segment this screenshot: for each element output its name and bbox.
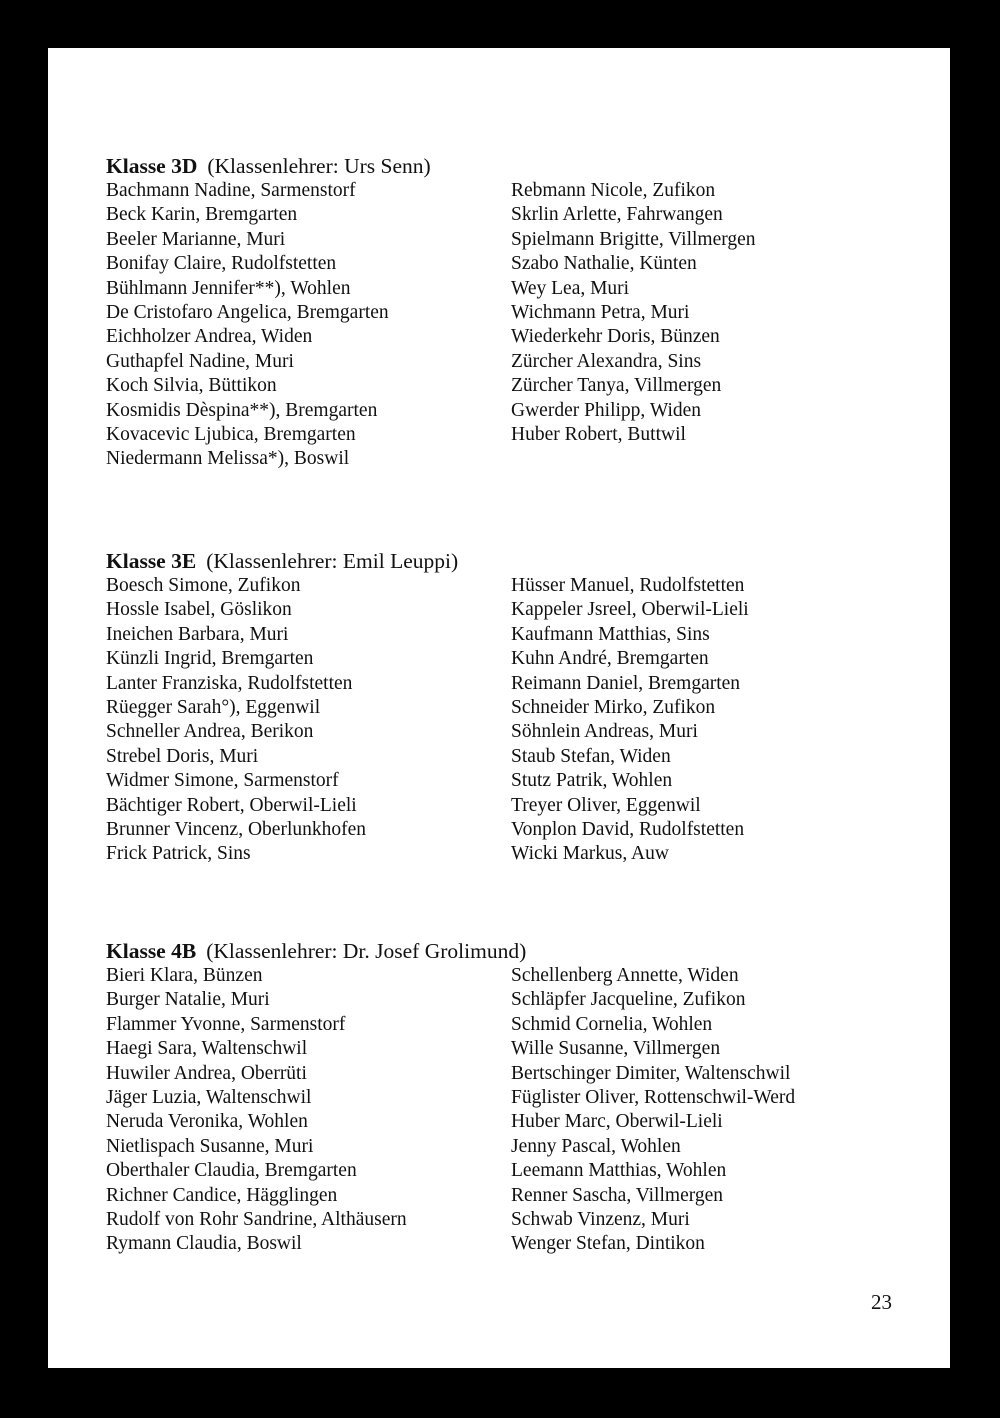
student-list-left (106, 964, 407, 1257)
class-name: Klasse 3D (106, 154, 198, 178)
student-entry: Wichmann Petra, Muri (511, 302, 690, 324)
student-entry: Skrlin Arlette, Fahrwangen (511, 204, 723, 226)
student-entry: Bächtiger Robert, Oberwil-Lieli (106, 794, 357, 816)
student-entry: Vonplon David, Rudolfstetten (511, 819, 745, 841)
student-entry: Haegi Sara, Waltenschwil (106, 1038, 308, 1060)
student-entry: Schläpfer Jacqueline, Zufikon (511, 989, 746, 1011)
section-klasse-3d (106, 153, 896, 470)
student-entry: De Cristofaro Angelica, Bremgarten (106, 302, 389, 324)
student-entry: Schwab Vinzenz, Muri (511, 1209, 690, 1231)
student-entry: Hüsser Manuel, Rudolfstetten (511, 575, 745, 596)
student-entry: Rebmann Nicole, Zufikon (511, 180, 716, 201)
student-entry: Bertschinger Dimiter, Waltenschwil (511, 1062, 791, 1084)
student-list-right (511, 179, 756, 447)
student-entry: Spielmann Brigitte, Villmergen (511, 228, 756, 250)
student-entry: Huber Robert, Buttwil (511, 424, 686, 446)
student-entry: Huwiler Andrea, Oberrüti (106, 1062, 307, 1084)
student-entry: Schneller Andrea, Berikon (106, 721, 314, 743)
student-entry: Wenger Stefan, Dintikon (511, 1233, 705, 1255)
student-entry: Beeler Marianne, Muri (106, 228, 286, 250)
student-entry: Szabo Nathalie, Künten (511, 253, 697, 275)
student-entry: Kovacevic Ljubica, Bremgarten (106, 424, 356, 446)
student-entry: Jenny Pascal, Wohlen (511, 1135, 681, 1157)
student-entry: Kosmidis Dèspina**), Bremgarten (106, 399, 378, 421)
student-entry: Lanter Franziska, Rudolfstetten (106, 672, 353, 694)
student-entry: Leemann Matthias, Wohlen (511, 1160, 727, 1182)
student-entry: Koch Silvia, Büttikon (106, 375, 277, 397)
student-entry: Bonifay Claire, Rudolfstetten (106, 253, 337, 275)
student-entry: Schneider Mirko, Zufikon (511, 697, 716, 719)
student-list-right (511, 964, 795, 1257)
teacher-label: (Klassenlehrer: Urs Senn) (207, 154, 431, 178)
teacher-label: (Klassenlehrer: Dr. Josef Grolimund) (206, 939, 527, 963)
student-entry: Rudolf von Rohr Sandrine, Althäusern (106, 1209, 407, 1231)
student-entry: Frick Patrick, Sins (106, 843, 251, 865)
student-entry: Rüegger Sarah°), Eggenwil (106, 697, 321, 719)
student-entry: Wiederkehr Doris, Bünzen (511, 326, 720, 348)
student-entry: Kaufmann Matthias, Sins (511, 623, 710, 645)
section-klasse-3e (106, 548, 896, 865)
student-entry: Rymann Claudia, Boswil (106, 1233, 302, 1255)
section-klasse-4b (106, 938, 896, 1255)
student-entry: Staub Stefan, Widen (511, 745, 671, 767)
student-entry: Jäger Luzia, Waltenschwil (106, 1087, 312, 1109)
section-heading (106, 153, 896, 179)
student-entry: Gwerder Philipp, Widen (511, 399, 702, 421)
student-entry: Söhnlein Andreas, Muri (511, 721, 698, 743)
document-page (48, 48, 950, 1368)
student-entry: Kappeler Jsreel, Oberwil-Lieli (511, 599, 749, 621)
student-entry: Huber Marc, Oberwil-Lieli (511, 1111, 723, 1133)
student-entry: Beck Karin, Bremgarten (106, 204, 298, 226)
student-entry: Boesch Simone, Zufikon (106, 575, 301, 596)
section-heading (106, 938, 896, 964)
student-entry: Richner Candice, Hägglingen (106, 1184, 338, 1206)
student-entry: Reimann Daniel, Bremgarten (511, 672, 741, 694)
student-entry: Zürcher Tanya, Villmergen (511, 375, 722, 397)
student-entry: Stutz Patrik, Wohlen (511, 770, 673, 792)
page-number: 23 (871, 1290, 892, 1314)
student-list-right (511, 574, 749, 867)
student-entry: Füglister Oliver, Rottenschwil-Werd (511, 1087, 796, 1109)
student-entry: Künzli Ingrid, Bremgarten (106, 648, 314, 670)
student-entry: Bühlmann Jennifer**), Wohlen (106, 277, 351, 299)
student-entry: Schellenberg Annette, Widen (511, 965, 739, 986)
student-entry: Nietlispach Susanne, Muri (106, 1135, 314, 1157)
student-entry: Treyer Oliver, Eggenwil (511, 794, 701, 816)
student-list-left (106, 179, 389, 472)
student-entry: Hossle Isabel, Göslikon (106, 599, 292, 621)
student-entry: Wille Susanne, Villmergen (511, 1038, 721, 1060)
student-entry: Widmer Simone, Sarmenstorf (106, 770, 339, 792)
student-list-left (106, 574, 366, 867)
student-entry: Wey Lea, Muri (511, 277, 630, 299)
student-entry: Oberthaler Claudia, Bremgarten (106, 1160, 357, 1182)
student-entry: Zürcher Alexandra, Sins (511, 350, 702, 372)
student-entry: Niedermann Melissa*), Boswil (106, 448, 350, 470)
section-heading (106, 548, 896, 574)
student-entry: Guthapfel Nadine, Muri (106, 350, 294, 372)
student-entry: Eichholzer Andrea, Widen (106, 326, 313, 348)
student-entry: Burger Natalie, Muri (106, 989, 270, 1011)
student-entry: Schmid Cornelia, Wohlen (511, 1013, 713, 1035)
student-entry: Bachmann Nadine, Sarmenstorf (106, 180, 356, 201)
student-entry: Wicki Markus, Auw (511, 843, 669, 865)
class-name: Klasse 3E (106, 549, 197, 573)
student-entry: Ineichen Barbara, Muri (106, 623, 289, 645)
student-entry: Bieri Klara, Bünzen (106, 965, 263, 986)
student-entry: Strebel Doris, Muri (106, 745, 259, 767)
teacher-label: (Klassenlehrer: Emil Leuppi) (206, 549, 459, 573)
class-name: Klasse 4B (106, 939, 197, 963)
student-entry: Neruda Veronika, Wohlen (106, 1111, 308, 1133)
student-entry: Kuhn André, Bremgarten (511, 648, 709, 670)
student-entry: Flammer Yvonne, Sarmenstorf (106, 1013, 346, 1035)
student-entry: Renner Sascha, Villmergen (511, 1184, 724, 1206)
student-entry: Brunner Vincenz, Oberlunkhofen (106, 819, 367, 841)
